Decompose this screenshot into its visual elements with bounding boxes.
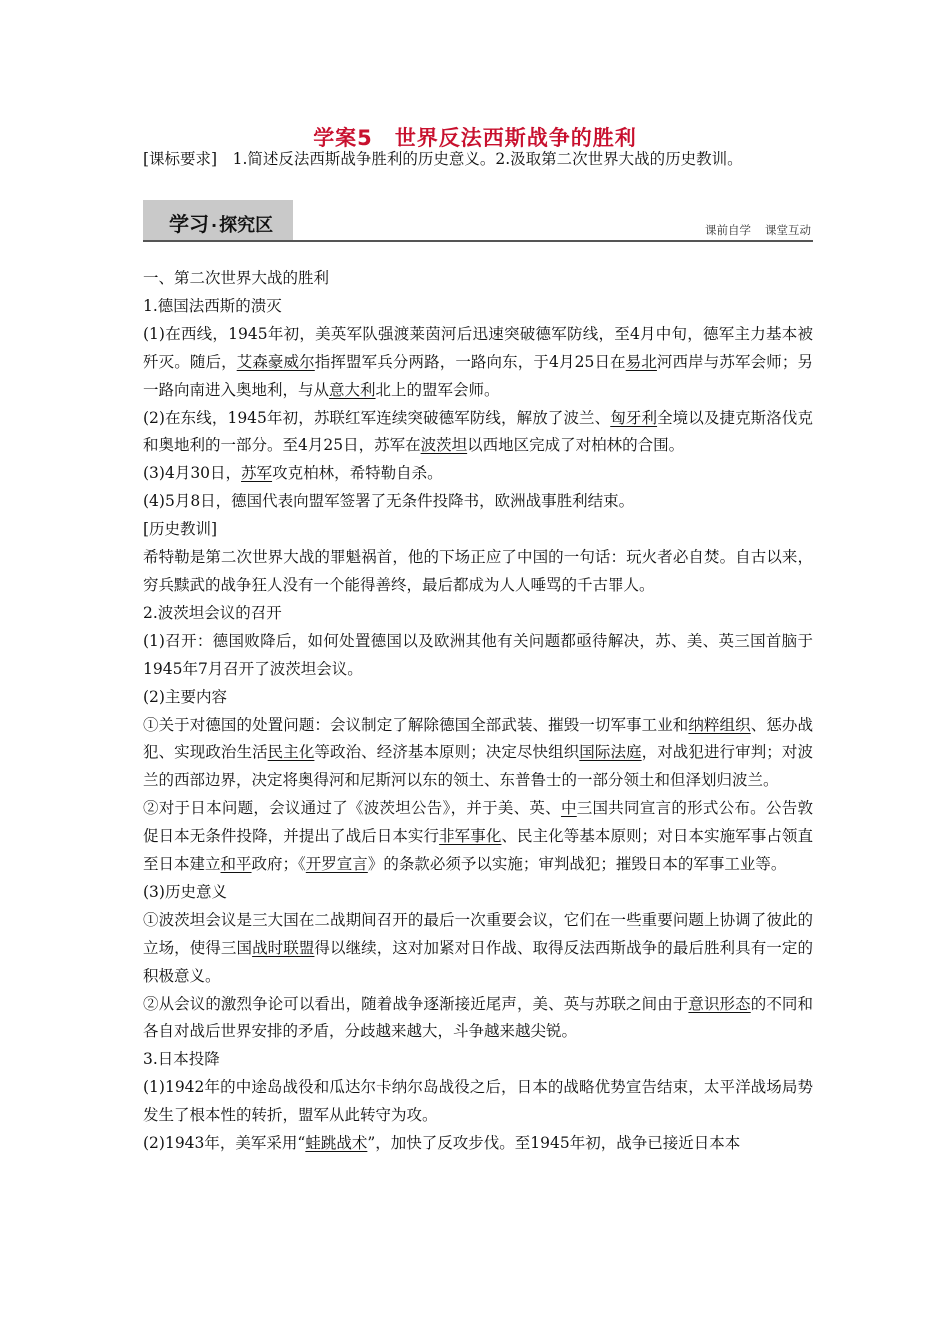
banner-rule [143,240,813,242]
paragraph: ②从会议的激烈争论可以看出，随着战争逐渐接近尾声，美、英与苏联之间由于意识形态的不同和各自对战后世界安排的矛盾，分歧越来越大，斗争越来越尖锐。 [143,994,813,1041]
paragraph: (1)1942年的中途岛战役和瓜达尔卡纳尔岛战役之后，日本的战略优势宣告结束，太平洋战场局势发生了根本性的转折，盟军从此转守为攻。 [143,1078,813,1125]
banner-title [169,208,273,237]
banner-right-labels [705,222,811,238]
underlined-term: 和平 [220,855,252,874]
title-topic: 世界反法西斯战争的胜利 [394,126,637,150]
paragraph: 希特勒是第二次世界大战的罪魁祸首，他的下场正应了中国的一句话：玩火者必自焚。自古以来，穷兵黩武的战争狂人没有一个能得善终，最后都成为人人唾骂的千古罪人。 [143,548,813,594]
paragraph: ②对于日本问题，会议通过了《波茨坦公告》，并于美、英、中三国共同宣言的形式公布。公告敦促日本无条件投降，并提出了战后日本实行非军事化、民主化等基本原则；对日本实施军事占领直至日本建立和平政府；《开罗宣言》的条款必须予以实施；审判战犯；摧毁日本的军事工业等。 [143,799,813,874]
banner-title-dot: · [211,216,218,235]
underlined-term: 战时联盟 [252,938,315,957]
underlined-term: 波茨坦 [420,436,468,455]
paragraph: (1)召开：德国败降后，如何处置德国以及欧洲其他有关问题都亟待解决，苏、美、英三国首脑于1945年7月召开了波茨坦会议。 [143,631,813,678]
paragraph: (3)4月30日，苏军攻克柏林，希特勒自杀。 [143,464,443,483]
banner-title-sub: 探究区 [219,215,274,236]
section-banner [143,200,813,242]
title-lesson-number: 学案5 [313,126,373,150]
subsection-heading: (3)历史意义 [143,882,227,901]
underlined-term: 中 [560,799,577,818]
banner-label-classroom: 课堂互动 [765,223,811,237]
paragraph: (1)在西线，1945年初，美英军队强渡莱茵河后迅速突破德军防线，至4月中旬，德军主力基本被歼灭。随后，艾森豪威尔指挥盟军兵分两路，一路向东，于4月25日在易北河西岸与苏军会师；另一路向南进入奥地利，与从意大利北上的盟军会师。 [143,324,813,399]
underlined-term: 艾森豪威尔 [236,352,315,371]
banner-title-main: 学习 [169,212,209,236]
subsection-heading: 2.波茨坦会议的召开 [143,603,282,622]
underlined-term: 民主化 [267,743,315,762]
paragraph: ①波茨坦会议是三大国在二战期间召开的最后一次重要会议，它们在一些重要问题上协调了彼此的立场，使得三国战时联盟得以继续，这对加紧对日作战、取得反法西斯战争的最后胜利具有一定的积极意义。 [143,910,813,985]
underlined-term: 意大利 [329,380,376,399]
banner-label-preview: 课前自学 [705,223,751,237]
subsection-heading: 1.德国法西斯的溃灭 [143,296,282,315]
paragraph: (4)5月8日，德国代表向盟军签署了无条件投降书，欧洲战事胜利结束。 [143,492,635,511]
section-heading: 一、第二次世界大战的胜利 [143,269,330,287]
underlined-term: 非军事化 [439,827,502,846]
paragraph: (2)在东线，1945年初，苏联红军连续突破德军防线，解放了波兰、匈牙利全境以及捷克斯洛伐克和奥地利的一部分。至4月25日，苏军在波茨坦以西地区完成了对柏林的合围。 [143,408,813,455]
underlined-term: 匈牙利 [610,408,658,427]
curriculum-requirements: [课标要求] 1.简述反法西斯战争胜利的历史意义。2.汲取第二次世界大战的历史教训。 [143,150,743,168]
subsection-heading: 3.日本投降 [143,1050,220,1069]
paragraph: ①关于对德国的处置问题：会议制定了解除德国全部武装、摧毁一切军事工业和纳粹组织、惩办战犯、实现政治生活民主化等政治、经济基本原则；决定尽快组织国际法庭，对战犯进行审判；对波兰的西部边界，决定将奥得河和尼斯河以东的领土、东普鲁士的一部分领土和但泽划归波兰。 [143,715,813,790]
underlined-term: 易北 [625,352,657,371]
underlined-term: 国际法庭 [579,743,642,762]
note-heading: [历史教训] [143,520,218,539]
underlined-term: 意识形态 [688,994,751,1013]
underlined-term: 开罗宣言 [305,855,368,874]
document-body [143,265,813,1158]
paragraph: (2)1943年，美军采用“蛙跳战术”，加快了反攻步伐。至1945年初，战争已接近日本本 [143,1134,741,1153]
underlined-term: 纳粹组织 [688,715,751,734]
underlined-term: 苏军 [241,464,273,483]
subsection-heading: (2)主要内容 [143,687,227,706]
underlined-term: 蛙跳战术 [305,1134,368,1153]
